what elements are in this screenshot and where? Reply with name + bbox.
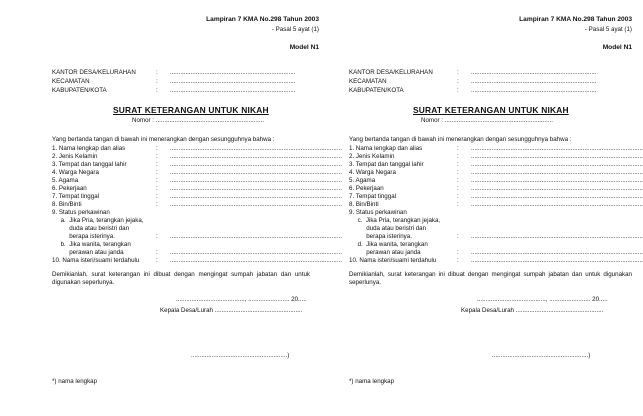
field-label: 2. Jenis Kelamin [349,153,395,160]
fill-line[interactable]: .................................................................................................... [170,153,342,160]
colon: : [457,87,459,94]
colon: : [156,185,158,192]
closing-text: Demikianlah, surat keterangan ini dibuat dengan mengingat sumpah jabatan dan untuk digunakan seperlunya. [349,271,632,286]
field-label: 5. Agama [52,177,79,184]
colon: : [156,233,158,240]
fill-line[interactable]: .................................................................................................... [170,201,342,208]
signer-title: Kepala Desa/Lurah ................................................... [461,307,604,314]
appendix-title: Lampiran 7 KMA No.298 Tahun 2003 [519,16,632,23]
field-label: 4. Warga Negara [52,169,99,176]
colon: : [457,257,459,264]
fill-line[interactable]: ......................................................................... [170,69,296,76]
field-label: 2. Jenis Kelamin [52,153,98,160]
fill-line[interactable]: ......................................................................... [170,87,296,94]
footnote: *) nama lengkap [52,378,98,385]
colon: : [156,193,158,200]
field-label: 1. Nama lengkap dan alias [52,145,126,152]
field-label: 7. Tempat tinggal [52,193,100,200]
field-label: 9. Status perkawinan [349,209,407,216]
intro-text: Yang bertanda tangan di bawah ini menerangkan dengan sesungguhnya bahwa : [52,136,275,143]
place-date-line[interactable]: ........................................, ........................ 20..... [477,296,608,303]
form-title: SURAT KETERANGAN UNTUK NIKAH [413,105,569,115]
field-label: 8. Bin/Binti [349,201,379,208]
closing-text: Demikianlah, surat keterangan ini dibuat dengan mengingat sumpah jabatan dan untuk digunakan seperlunya. [52,271,310,286]
fill-line[interactable]: .................................................................................................... [170,193,342,200]
office-label: KABUPATEN/KOTA [349,87,404,94]
colon: : [457,193,459,200]
fill-line[interactable]: .................................................................................................... [471,153,643,160]
appendix-article: - Pasal 5 ayat (1) [271,26,319,33]
fill-line[interactable]: .................................................................................................... [471,257,643,264]
field-label: 10. Nama isteri/suami terdahulu [349,257,437,264]
fill-line[interactable]: .................................................................................................... [471,161,643,168]
colon: : [457,233,459,240]
fill-line[interactable]: .................................................................................................... [170,257,342,264]
colon: : [156,161,158,168]
field-label: 5. Agama [349,177,376,184]
colon: : [156,145,158,152]
colon: : [156,177,158,184]
field-label: 9. Status perkawinan [52,209,110,216]
colon: : [457,177,459,184]
field-label: perawan atau janda [52,249,124,256]
colon: : [156,153,158,160]
colon: : [156,169,158,176]
field-label: 10. Nama isteri/suami terdahulu [52,257,140,264]
fill-line[interactable]: .................................................................................................... [170,161,342,168]
colon: : [457,201,459,208]
colon: : [156,201,158,208]
field-label: 4. Warga Negara [349,169,396,176]
appendix-article: - Pasal 5 ayat (1) [584,26,632,33]
fill-line[interactable]: ......................................................................... [471,69,597,76]
colon: : [457,169,459,176]
colon: : [457,153,459,160]
office-label: KABUPATEN/KOTA [52,87,107,94]
field-label: 6. Pekerjaan [52,185,87,192]
colon: : [156,78,158,85]
fill-line[interactable]: ......................................................................... [170,78,296,85]
field-label: c. Jika Pria, terangkan jejaka, [349,217,441,224]
fill-line[interactable]: .................................................................................................... [471,169,643,176]
colon: : [457,145,459,152]
field-label: b. Jika wanita, terangkan [52,241,131,248]
office-label: KECAMATAN [349,78,387,85]
fill-line[interactable]: .................................................................................................... [170,145,342,152]
field-label: duda atau beristri dan [52,225,130,232]
fill-line[interactable]: .................................................................................................... [170,169,342,176]
office-label: KECAMATAN [52,78,90,85]
colon: : [457,185,459,192]
office-label: KANTOR DESA/KELURAHAN [52,69,136,76]
field-label: berapa isterinya. [52,233,115,240]
intro-text: Yang bertanda tangan di bawah ini menerangkan dengan sesungguhnya bahwa : [349,136,572,143]
field-label: 3. Tempat dan tanggal lahir [52,161,127,168]
colon: : [457,69,459,76]
nomor-line: Nomor : ............................................................... [421,117,554,124]
field-label: 7. Tempat tinggal [349,193,397,200]
model-label: Model N1 [602,44,632,51]
field-label: duda atau beristri dan [349,225,427,232]
colon: : [457,161,459,168]
colon: : [156,249,158,256]
form-title: SURAT KETERANGAN UNTUK NIKAH [113,105,269,115]
field-label: 8. Bin/Binti [52,201,82,208]
fill-line[interactable]: ......................................................................... [471,87,597,94]
field-label: d. Jika wanita, terangkan [349,241,428,248]
nomor-line: Nomor : ............................................................... [132,117,265,124]
fill-line[interactable]: .................................................................................................... [170,249,342,256]
place-date-line[interactable]: ........................................, ........................ 20..... [176,296,307,303]
fill-line[interactable]: .................................................................................................... [471,201,643,208]
colon: : [457,249,459,256]
signer-title: Kepala Desa/Lurah ................................................... [160,307,303,314]
fill-line[interactable]: .................................................................................................... [471,177,643,184]
signature-line[interactable]: ........................................................) [191,352,290,359]
field-label: 6. Pekerjaan [349,185,384,192]
office-label: KANTOR DESA/KELURAHAN [349,69,433,76]
field-label: perawan atau janda [349,249,421,256]
colon: : [156,87,158,94]
field-label: 1. Nama lengkap dan alias [349,145,423,152]
fill-line[interactable]: .................................................................................................... [170,185,342,192]
colon: : [457,78,459,85]
signature-line[interactable]: ........................................................) [492,352,591,359]
fill-line[interactable]: ......................................................................... [471,78,597,85]
field-label: berapa isterinya. [349,233,412,240]
appendix-title: Lampiran 7 KMA No.298 Tahun 2003 [206,16,319,23]
fill-line[interactable]: .................................................................................................... [471,249,643,256]
fill-line[interactable]: .................................................................................................... [170,233,342,240]
fill-line[interactable]: .................................................................................................... [471,233,643,240]
colon: : [156,257,158,264]
colon: : [156,69,158,76]
fill-line[interactable]: .................................................................................................... [471,145,643,152]
fill-line[interactable]: .................................................................................................... [471,185,643,192]
footnote: *) nama lengkap [349,378,395,385]
field-label: a. Jika Pria, terangkan jejaka, [52,217,144,224]
model-label: Model N1 [289,44,319,51]
fill-line[interactable]: .................................................................................................... [471,193,643,200]
field-label: 3. Tempat dan tanggal lahir [349,161,424,168]
fill-line[interactable]: .................................................................................................... [170,177,342,184]
form-page-right [319,0,643,416]
